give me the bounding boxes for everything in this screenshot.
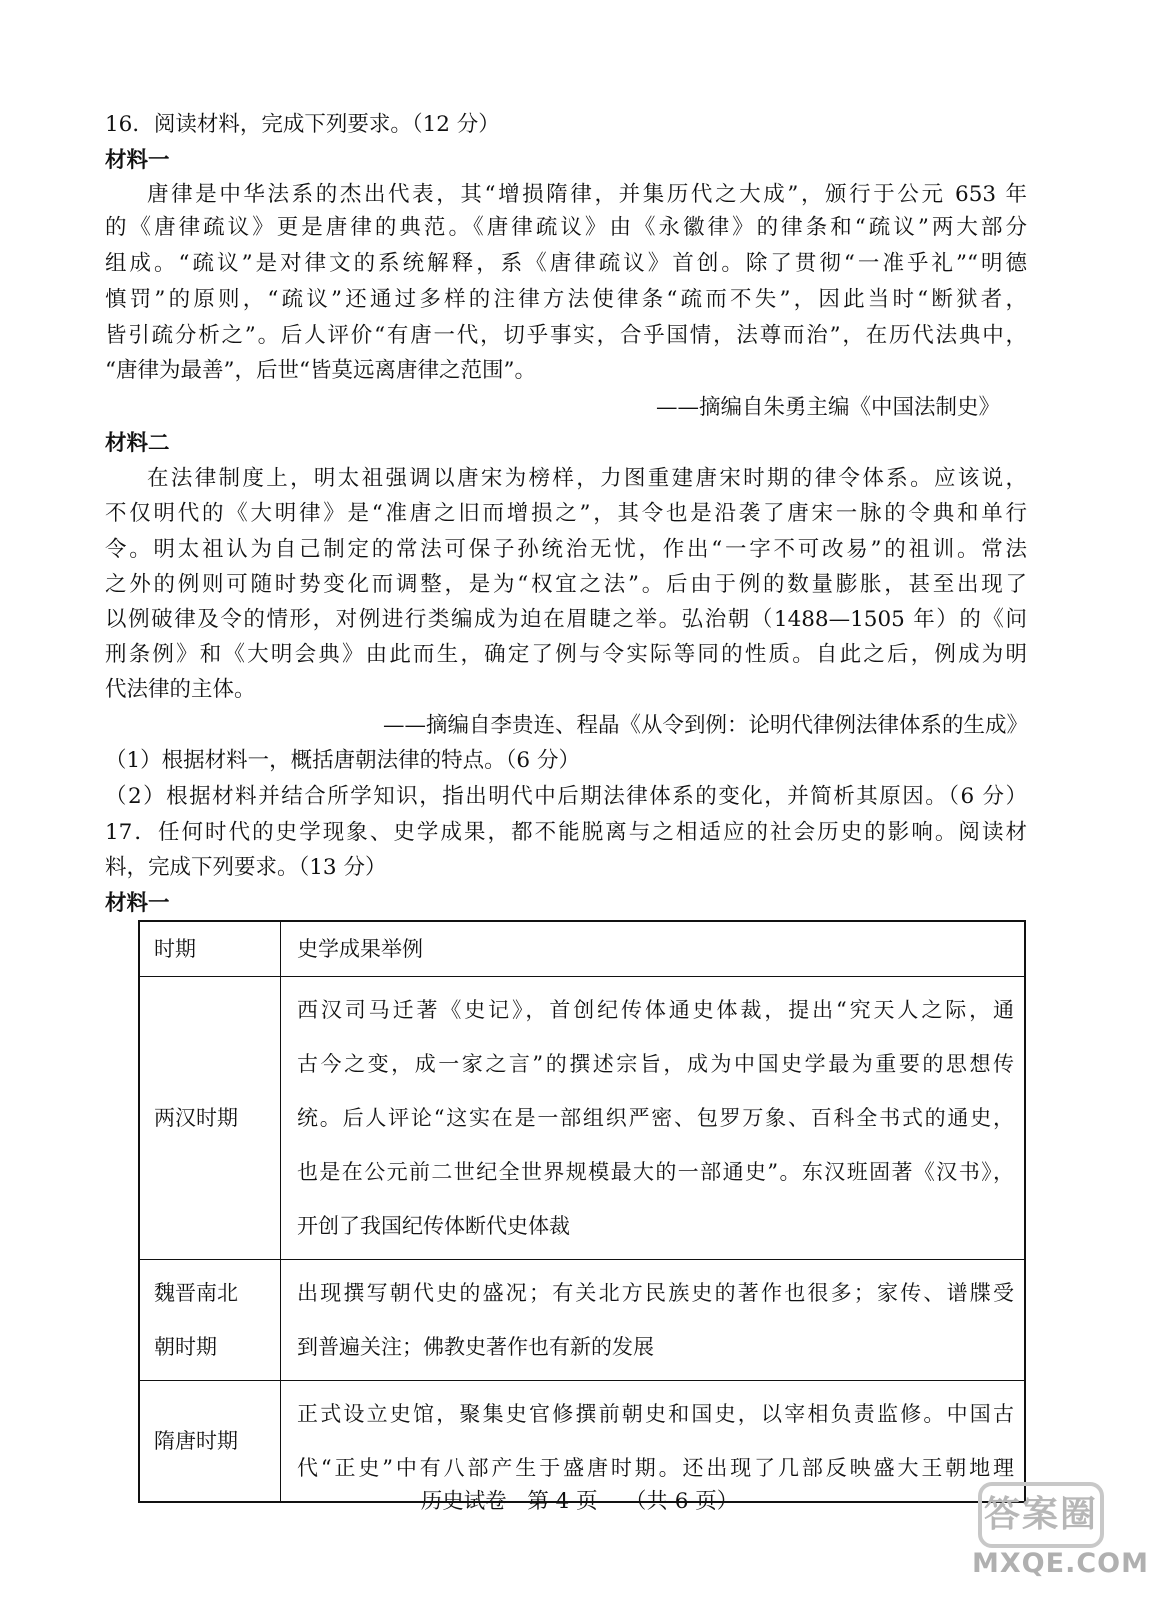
q16-material-1-label: 材料一 <box>105 148 170 173</box>
paragraph-line: 皆引疏分析之”。后人评价“有唐一代，切乎事实，合乎国情，法尊而治”，在历代法典中， <box>105 323 1027 348</box>
paragraph-line: 的《唐律疏议》更是唐律的典范。《唐律疏议》由《永徽律》的律条和“疏议”两大部分 <box>105 215 1027 240</box>
paragraph-line: 唐律是中华法系的杰出代表，其“增损隋律，并集历代之大成”，颁行于公元 653 年 <box>147 182 1027 207</box>
table-cell-period <box>139 977 281 1260</box>
table-row <box>139 1260 1025 1381</box>
q17-material-1-label: 材料一 <box>105 891 170 916</box>
detail-line: 代“正史”中有八部产生于盛唐时期。还出现了几部反映盛大王朝地理 <box>297 1456 1014 1480</box>
paragraph-line: “唐律为最善”，后世“皆莫远离唐律之范围”。 <box>105 358 536 383</box>
table-row <box>139 1381 1025 1503</box>
history-achievements-table <box>138 920 1026 1503</box>
table-cell-detail <box>281 1381 1026 1503</box>
paragraph-line: 组成。“疏议”是对律文的系统解释，系《唐律疏议》首创。除了贯彻“一准乎礼”“明德 <box>105 251 1027 276</box>
table-cell-period <box>139 1260 281 1381</box>
period-text: 两汉时期 <box>154 1106 238 1130</box>
detail-line: 到普遍关注；佛教史著作也有新的发展 <box>297 1335 654 1359</box>
period-text: 朝时期 <box>154 1335 217 1359</box>
q16-subquestion-1: （1）根据材料一，概括唐朝法律的特点。（6 分） <box>105 748 580 773</box>
watermark-logo <box>970 1478 1149 1588</box>
q16-material-2-label: 材料二 <box>105 431 170 456</box>
detail-line: 古今之变，成一家之言”的撰述宗旨，成为中国史学最为重要的思想传 <box>297 1052 1014 1076</box>
paragraph-line: 不仅明代的《大明律》是“准唐之旧而增损之”，其令也是沿袭了唐宋一脉的令典和单行 <box>105 501 1027 526</box>
table-header-row <box>139 921 1025 977</box>
paragraph-line: 刑条例》和《大明会典》由此而生，确定了例与令实际等同的性质。自此之后，例成为明 <box>105 642 1027 667</box>
watermark-badge: 答案圈 <box>978 1482 1104 1548</box>
detail-line: 统。后人评论“这实在是一部组织严密、包罗万象、百科全书式的通史， <box>297 1106 1014 1130</box>
detail-line: 也是在公元前二世纪全世界规模最大的一部通史”。东汉班固著《汉书》， <box>297 1160 1014 1184</box>
paragraph-line: 慎罚”的原则，“疏议”还通过多样的注律方法使律条“疏而不失”，因此当时“断狱者， <box>105 287 1027 312</box>
paragraph-line: 之外的例则可随时势变化而调整，是为“权宜之法”。后由于例的数量膨胀，甚至出现了 <box>105 572 1027 597</box>
period-text: 隋唐时期 <box>154 1429 238 1453</box>
paragraph-line: 代法律的主体。 <box>105 677 256 702</box>
paragraph-line: 在法律制度上，明太祖强调以唐宋为榜样，力图重建唐宋时期的律令体系。应该说， <box>147 466 1027 491</box>
q17-title: 17．任何时代的史学现象、史学成果，都不能脱离与之相适应的社会历史的影响。阅读材 <box>105 820 1027 845</box>
table-row <box>139 977 1025 1260</box>
q16-material-1-source: ——摘编自朱勇主编《中国法制史》 <box>655 395 1000 420</box>
detail-line: 西汉司马迁著《史记》，首创纪传体通史体裁，提出“究天人之际，通 <box>297 998 1014 1022</box>
table-cell-detail <box>281 1260 1026 1381</box>
table-header-period: 时期 <box>139 921 281 977</box>
table-header-examples: 史学成果举例 <box>281 921 1026 977</box>
paragraph-line: 令。明太祖认为自己制定的常法可保子孙统治无忧，作出“一字不可改易”的祖训。常法 <box>105 537 1027 562</box>
detail-line: 正式设立史馆，聚集史官修撰前朝史和国史，以宰相负责监修。中国古 <box>297 1402 1014 1426</box>
paragraph-line: 以例破律及令的情形，对例进行类编成为迫在眉睫之举。弘治朝（1488—1505 年）的《问 <box>105 607 1027 632</box>
table-cell-period <box>139 1381 281 1503</box>
detail-line: 出现撰写朝代史的盛况；有关北方民族史的著作也很多；家传、谱牒受 <box>297 1281 1014 1305</box>
page-footer: 历史试卷 第 4 页 （共 6 页） <box>420 1489 739 1514</box>
q16-title: 16．阅读材料，完成下列要求。（12 分） <box>105 112 500 137</box>
watermark-domain: MXQE.COM <box>972 1548 1149 1579</box>
detail-line: 开创了我国纪传体断代史体裁 <box>297 1214 570 1238</box>
q16-subquestion-2: （2）根据材料并结合所学知识，指出明代中后期法律体系的变化，并简析其原因。（6 分） <box>105 784 1027 809</box>
q16-material-2-source: ——摘编自李贵连、程晶《从令到例：论明代律例法律体系的生成》 <box>382 713 1028 738</box>
period-text: 魏晋南北 <box>154 1281 238 1305</box>
q17-title-continued: 料，完成下列要求。（13 分） <box>105 855 387 880</box>
table-cell-detail <box>281 977 1026 1260</box>
